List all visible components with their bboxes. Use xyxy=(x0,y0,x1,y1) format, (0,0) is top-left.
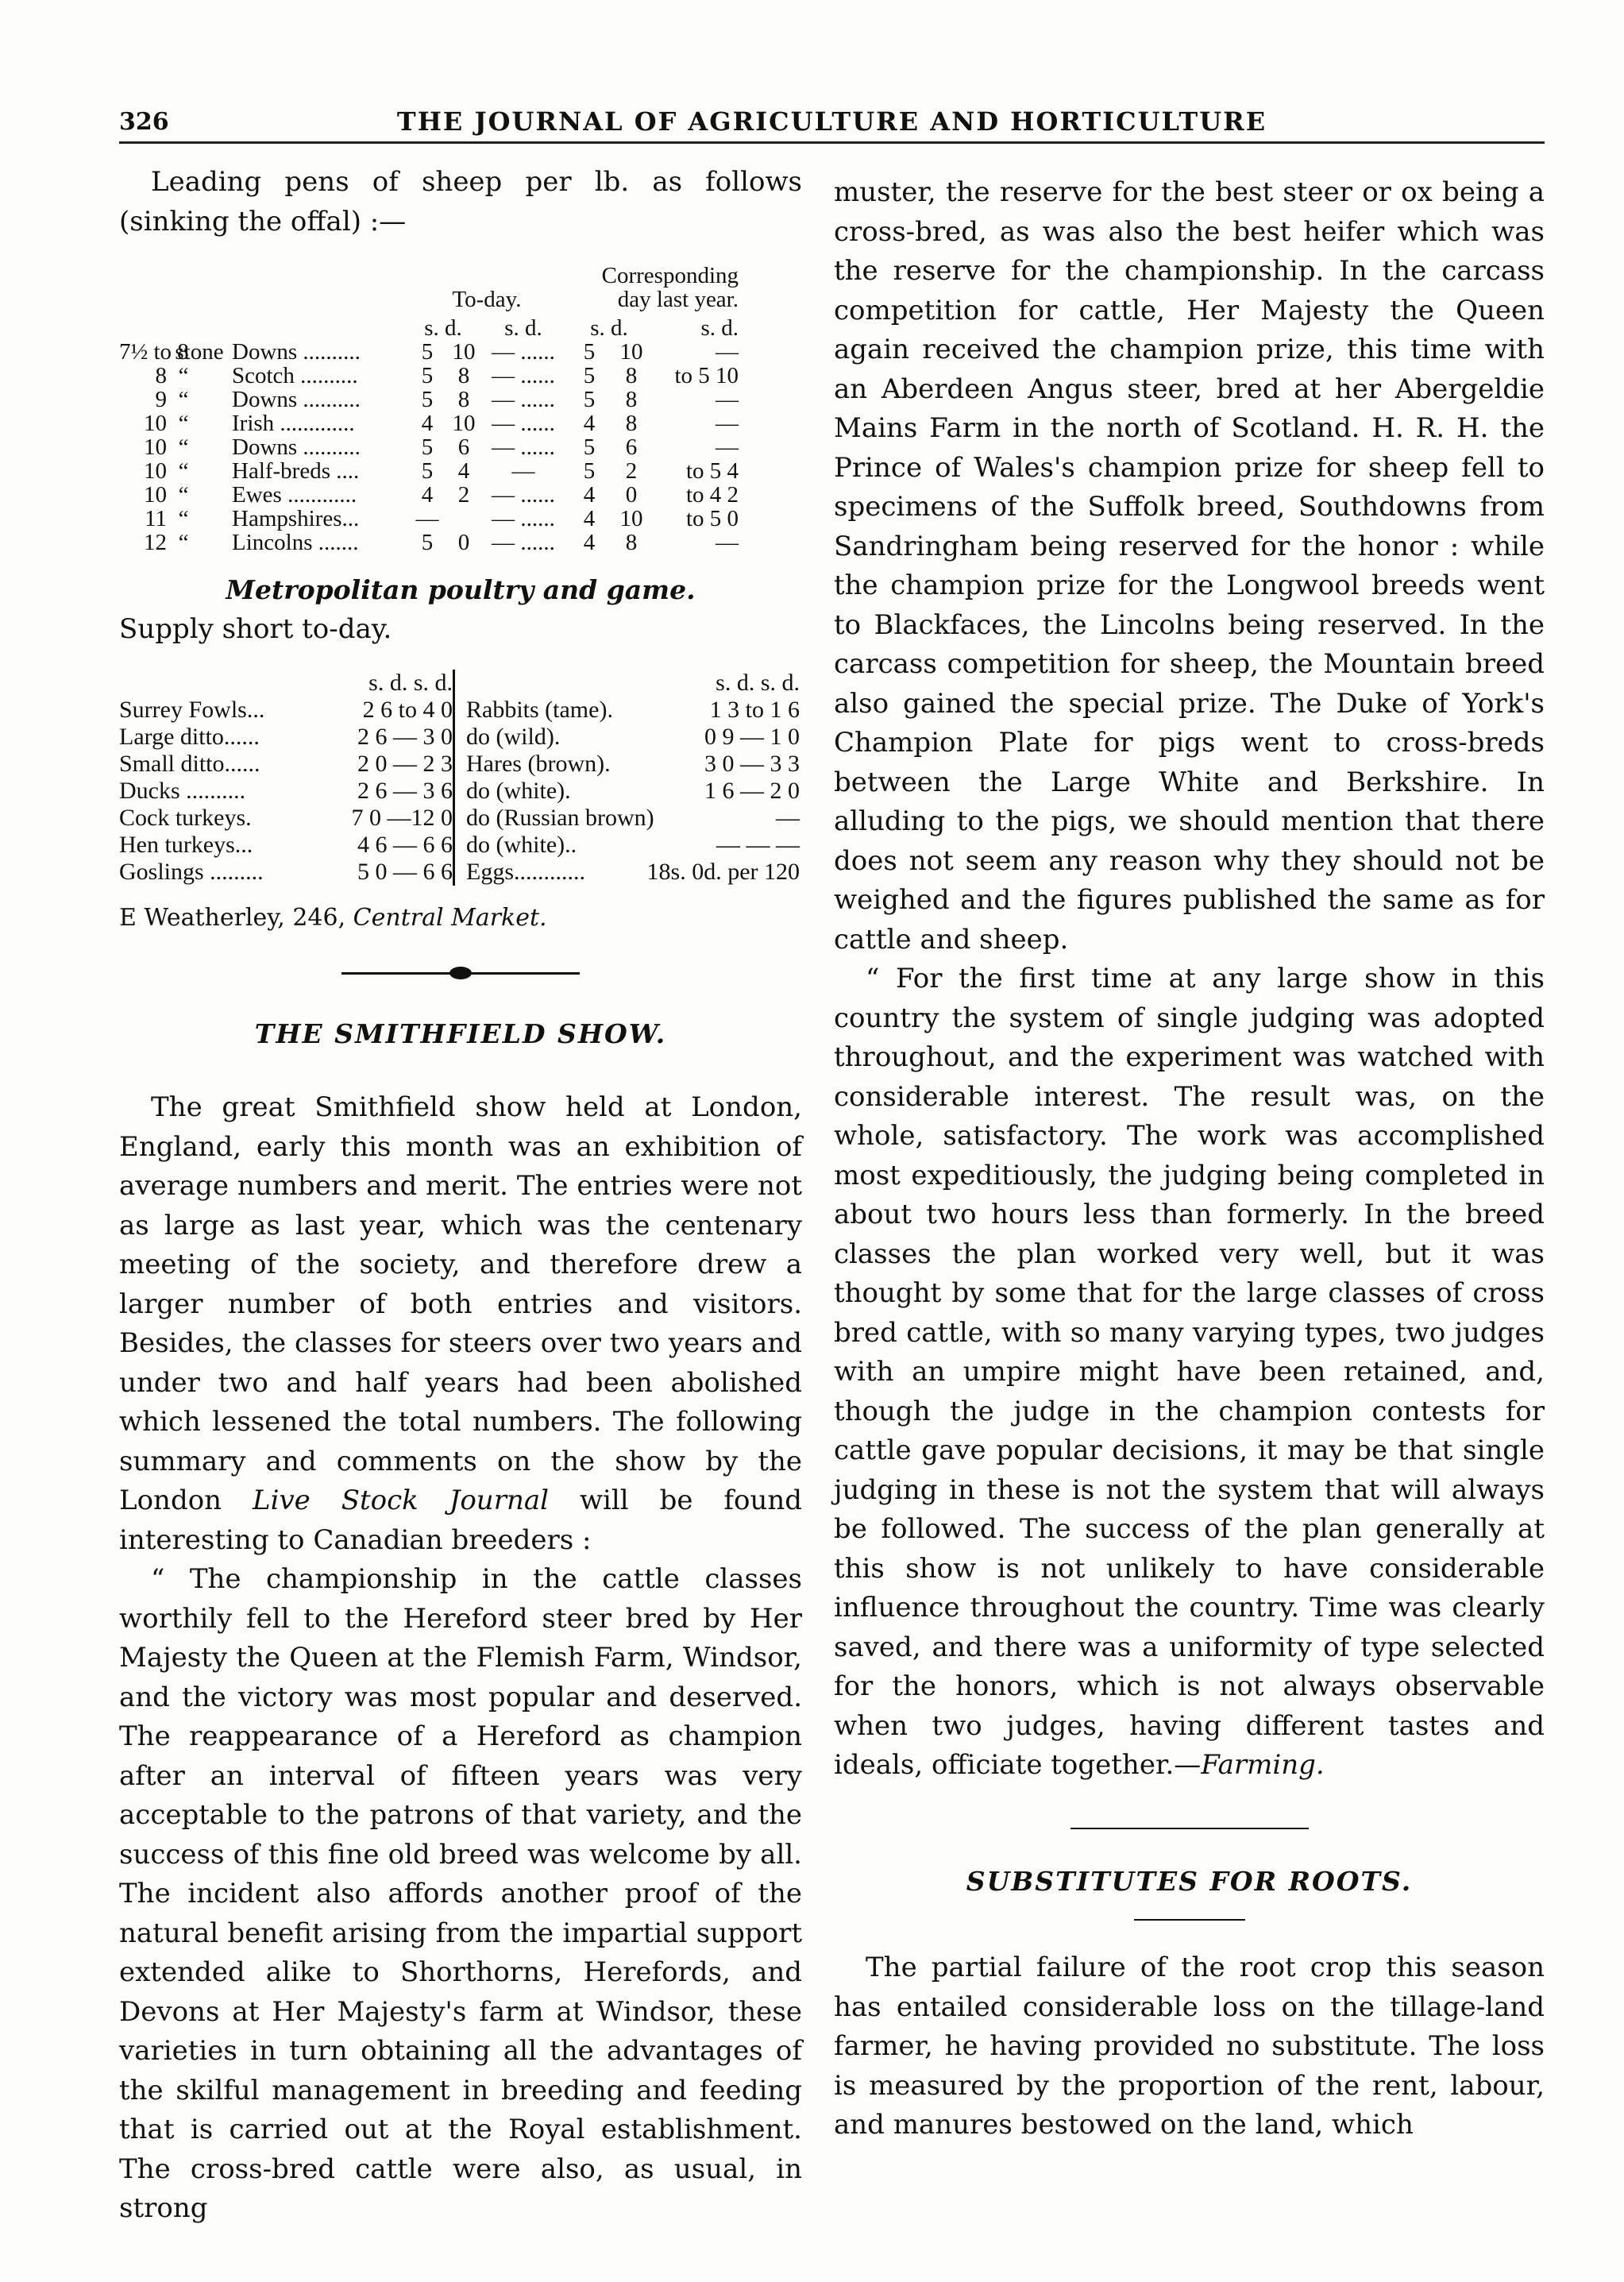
poultry-row xyxy=(466,778,800,805)
spacer xyxy=(200,388,232,411)
sheep-cell-breed: Ewes ............ xyxy=(232,482,357,508)
sheep-cell-t-d: 0 xyxy=(457,530,470,555)
paragraph-championship: “ The championship in the cattle classes worthily fell to the Hereford steer bred by Her Majesty the Queen at the Flemish Farm, Windsor, and the victory was most popular and deserved. The reappearance of a Hereford as champion after an interval of fifteen years was very acceptable to the patrons of that variety, and the success of this fine old breed was welcome by all. The incident also affords another proof of the natural benefit arising from the impartial support extended alike to Shorthorns, Herefords, and Devons at Her Majesty's farm at Windsor, these varieties in turn obtaining all the advantages of the skilful management in breeding and feeding that is carried out at the Royal establishment. The cross-bred cattle were also, as usual, in strong xyxy=(119,1563,802,2224)
paragraph-single-judging xyxy=(834,960,1545,1786)
sheep-cell-l2: — xyxy=(716,434,739,460)
item-name: do (Russian brown) xyxy=(466,805,654,831)
sheep-cell-t2: — ...... xyxy=(492,434,555,460)
running-header xyxy=(119,102,1545,144)
item-name: do (white). xyxy=(466,778,571,804)
sheep-cell-l-d: 8 xyxy=(625,363,638,388)
sheep-cell-breed: Scotch .......... xyxy=(232,363,358,388)
sheep-cell-t-d: 8 xyxy=(457,363,470,388)
sheep-cell-l-d: 8 xyxy=(625,530,638,555)
sheep-row xyxy=(119,340,802,364)
sheep-cell-t2: — ...... xyxy=(492,339,555,365)
col-header-last-year: Corresponding day last year. xyxy=(601,263,739,312)
poultry-row xyxy=(466,832,800,859)
sheep-row xyxy=(119,364,802,388)
item-name: Cock turkeys. xyxy=(119,805,252,831)
publication-name: Live Stock Journal xyxy=(253,1485,550,1516)
sheep-cell-l-s: 4 xyxy=(583,482,596,508)
sheep-cell-unit: “ xyxy=(178,530,189,555)
sheep-cell-t-s: 4 xyxy=(421,411,434,436)
sheep-cell-t-s: 5 xyxy=(421,458,434,484)
sheep-cell-unit: “ xyxy=(178,411,189,436)
text: will be found interesting to Canadian breeders : xyxy=(119,1485,803,1556)
spacer xyxy=(200,483,232,507)
page-number: 326 xyxy=(119,108,169,136)
poultry-row xyxy=(119,751,453,778)
sheep-cell-l-d: 10 xyxy=(619,339,643,365)
signature-name: E Weatherley, 246, xyxy=(119,904,346,932)
unit-label: s. d. xyxy=(424,315,462,341)
sheep-cell-unit: stone xyxy=(175,339,224,365)
poultry-row xyxy=(466,697,800,724)
item-name: do (white).. xyxy=(466,832,577,858)
sheep-row xyxy=(119,388,802,411)
item-price: 4 6 — 6 6 xyxy=(357,832,453,858)
sheep-cell-l2: — xyxy=(716,411,739,436)
sheep-cell-l2: — xyxy=(716,530,739,555)
sheep-cell-unit: “ xyxy=(178,458,189,484)
item-price: 7 0 —12 0 xyxy=(351,805,453,831)
sheep-cell-t-s: 5 xyxy=(421,434,434,460)
sheep-cell-unit: “ xyxy=(178,387,189,412)
section-divider xyxy=(1070,1817,1309,1841)
sheep-cell-l-d: 8 xyxy=(625,387,638,412)
sheep-cell-t-d xyxy=(448,507,480,531)
item-name: do (wild). xyxy=(466,724,561,750)
sheep-cell-l-s: 5 xyxy=(583,434,596,460)
poultry-price-table xyxy=(119,670,802,886)
sheep-cell-breed: Half-breds .... xyxy=(232,458,360,484)
poultry-row xyxy=(119,859,453,886)
item-price: 2 6 to 4 0 xyxy=(362,697,453,723)
item-name: Rabbits (tame). xyxy=(466,697,613,723)
sheep-cell-t-d: 4 xyxy=(457,458,470,484)
sheep-cell-unit: “ xyxy=(178,363,189,388)
sheep-intro: Leading pens of sheep per lb. as follows (sinking the offal) :— xyxy=(119,166,802,237)
poultry-heading: Metropolitan poultry and game. xyxy=(226,574,696,605)
right-column xyxy=(834,173,1545,2145)
poultry-row xyxy=(466,859,800,886)
sheep-cell-t2: — ...... xyxy=(492,506,555,531)
sheep-cell-l2: — xyxy=(716,339,739,365)
sheep-row xyxy=(119,483,802,507)
paragraph-roots: The partial failure of the root crop this season has entailed considerable loss on the tillage-land farmer, he having provided no substitute. The loss is measured by the proportion of the rent, labour, and manures bestowed on the land, which xyxy=(834,1952,1545,2141)
sheep-cell-l-s: 4 xyxy=(583,506,596,531)
item-name: Eggs............ xyxy=(466,859,585,885)
item-name: Hares (brown). xyxy=(466,751,611,777)
sheep-cell-weight: 10 xyxy=(144,434,167,460)
sheep-price-table xyxy=(119,264,802,554)
item-price: 5 0 — 6 6 xyxy=(357,859,453,885)
poultry-row xyxy=(466,724,800,751)
unit-label: s. d. xyxy=(700,315,739,341)
sheep-cell-t-s: 4 xyxy=(421,482,434,508)
poultry-row xyxy=(119,724,453,751)
sheep-cell-weight: 7½ to 8 xyxy=(119,339,189,365)
section-title-roots: SUBSTITUTES FOR ROOTS. xyxy=(966,1865,1413,1897)
poultry-row xyxy=(119,832,453,859)
sheep-cell-unit: “ xyxy=(178,506,189,531)
section-title-smithfield: THE SMITHFIELD SHOW. xyxy=(254,1017,667,1049)
paragraph-championship-continued: muster, the reserve for the best steer or ox being a cross-bred, as was also the best heifer which was the reserve for the championship. In the carcass competition for cattle, Her Majesty the Queen again received the champion prize, this time with an Aberdeen Angus steer, bred at her Abergeldie Mains Farm in the north of Scotland. H. R. H. the Prince of Wales's champion prize for sheep fell to specimens of the Suffolk breed, Southdowns from Sandringham being reserved for the honor : while the champion prize for the Longwool breeds went to Blackfaces, the Lincolns being reserved. In the carcass competition for sheep, the Mountain breed also gained the special prize. The Duke of York's Champion Plate for pigs went to cross-breds between the Large White and Berkshire. In alluding to the pigs, we should mention that there does not seem any reason why they should not be weighed and the figures published the same as for cattle and sheep. xyxy=(834,176,1545,956)
sheep-cell-l-s: 5 xyxy=(583,363,596,388)
sheep-cell-t-s: — xyxy=(415,506,439,531)
item-price: 2 0 — 2 3 xyxy=(357,751,453,777)
spacer xyxy=(200,531,232,554)
spacer xyxy=(200,435,232,459)
unit-label: s. d. s. d. xyxy=(716,670,800,696)
sheep-cell-weight: 10 xyxy=(144,458,167,484)
poultry-row xyxy=(119,805,453,832)
spacer xyxy=(200,364,232,388)
sheep-cell-t2: — ...... xyxy=(492,387,555,412)
sheep-cell-t2: — ...... xyxy=(492,482,555,508)
sheep-cell-t2: — ...... xyxy=(492,411,555,436)
sheep-cell-breed: Lincolns ....... xyxy=(232,530,359,555)
item-price: — — — xyxy=(716,832,800,858)
poultry-row xyxy=(466,751,800,778)
sheep-cell-breed: Downs .......... xyxy=(232,434,361,460)
item-name: Hen turkeys... xyxy=(119,832,253,858)
item-price: 18s. 0d. per 120 xyxy=(646,859,800,885)
sheep-cell-l2: to 5 4 xyxy=(685,458,739,484)
item-name: Goslings ......... xyxy=(119,859,264,885)
item-price: 2 6 — 3 0 xyxy=(357,724,453,750)
sheep-cell-t-d: 8 xyxy=(457,387,470,412)
sheep-cell-t-s: 5 xyxy=(421,530,434,555)
sheep-cell-t-s: 5 xyxy=(421,363,434,388)
sheep-cell-t-d: 2 xyxy=(457,482,470,508)
sheep-cell-l-d: 2 xyxy=(625,458,638,484)
sheep-cell-l-s: 5 xyxy=(583,387,596,412)
section-divider xyxy=(341,962,580,986)
sheep-cell-breed: Hampshires... xyxy=(232,506,360,531)
item-name: Small ditto...... xyxy=(119,751,260,777)
paragraph xyxy=(119,1088,802,1560)
sheep-cell-unit: “ xyxy=(178,434,189,460)
item-price: — xyxy=(776,805,800,831)
unit-label: s. d. s. d. xyxy=(368,670,453,696)
signature xyxy=(119,898,802,938)
sheep-cell-t-d: 10 xyxy=(452,411,476,436)
sheep-cell-t-s: 5 xyxy=(421,339,434,365)
sheep-cell-l-d: 8 xyxy=(625,411,638,436)
item-price: 3 0 — 3 3 xyxy=(704,751,800,777)
item-price: 1 3 to 1 6 xyxy=(709,697,800,723)
journal-title: THE JOURNAL OF AGRICULTURE AND HORTICULTURE xyxy=(396,106,1267,137)
sheep-cell-l-s: 4 xyxy=(583,411,596,436)
sheep-cell-weight: 8 xyxy=(155,363,167,388)
sheep-cell-t-d: 10 xyxy=(452,339,476,365)
spacer xyxy=(200,459,232,483)
sheep-cell-l2: to 4 2 xyxy=(685,482,739,508)
sheep-row xyxy=(119,411,802,435)
sheep-cell-t2: — ...... xyxy=(492,530,555,555)
sheep-cell-l-s: 5 xyxy=(583,458,596,484)
sheep-cell-l-s: 4 xyxy=(583,530,596,555)
sheep-row xyxy=(119,507,802,531)
poultry-row xyxy=(466,805,800,832)
poultry-row xyxy=(119,697,453,724)
sheep-row xyxy=(119,435,802,459)
sheep-cell-l-d: 10 xyxy=(619,506,643,531)
sheep-cell-weight: 10 xyxy=(144,411,167,436)
unit-label: s. d. xyxy=(504,315,542,341)
sheep-cell-breed: Downs .......... xyxy=(232,387,361,412)
item-name: Large ditto...... xyxy=(119,724,260,750)
sheep-cell-weight: 10 xyxy=(144,482,167,508)
unit-label: s. d. xyxy=(590,315,628,341)
sheep-cell-l-d: 0 xyxy=(625,482,638,508)
item-price: 1 6 — 2 0 xyxy=(704,778,800,804)
source-attribution: Farming. xyxy=(1201,1749,1325,1781)
poultry-row xyxy=(119,778,453,805)
sheep-cell-l2: to 5 10 xyxy=(674,363,739,388)
sheep-cell-l-d: 6 xyxy=(625,434,638,460)
spacer xyxy=(200,411,232,435)
sheep-row xyxy=(119,459,802,483)
sheep-cell-breed: Downs .......... xyxy=(232,339,361,365)
sheep-cell-weight: 9 xyxy=(155,387,167,412)
item-name: Surrey Fowls... xyxy=(119,697,265,723)
text: The great Smithfield show held at London, England, early this month was an exhibition of average numbers and merit. The entries were not as large as last year, which was the centenary meeting of the society, and therefore drew a larger number of both entries and visitors. Besides, the classes for steers over two years and under two and half years had been abolished which lessened the total numbers. The following summary and comments on the show by the London xyxy=(119,1091,802,1516)
supply-note: Supply short to-day. xyxy=(119,612,392,645)
text: “ For the first time at any large show in this country the system of single judging was adopted throughout, and the experiment was watched with considerable interest. The result was, on the whole, satisfactory. The work was accomplished most expeditiously, the judging being completed in about two hours less than formerly. In the breed classes the plan worked very well, but it was thought by some that for the large classes of cross bred cattle, with so many varying types, two judges with an umpire might have been retained, and, though the judge in the champion contests for cattle gave popular decisions, it may be that single judging in these is not the system that will always be followed. The success of the plan generally at this show is not unlikely to have considerable influence throughout the country. Time was clearly saved, and there was a uniformity of type selected for the honors, which is not always observable when two judges, having different tastes and ideals, officiate together.— xyxy=(834,963,1545,1781)
item-price: 2 6 — 3 6 xyxy=(357,778,453,804)
section-divider xyxy=(1134,1909,1245,1933)
sheep-cell-l2: — xyxy=(716,387,739,412)
sheep-cell-weight: 12 xyxy=(144,530,167,555)
sheep-cell-l2: to 5 0 xyxy=(685,506,739,531)
spacer xyxy=(200,507,232,531)
signature-place: Central Market. xyxy=(353,904,547,932)
sheep-cell-weight: 11 xyxy=(145,506,167,531)
sheep-cell-t-d: 6 xyxy=(457,434,470,460)
sheep-cell-breed: Irish ............. xyxy=(232,411,355,436)
sheep-cell-t-s: 5 xyxy=(421,387,434,412)
sheep-cell-unit: “ xyxy=(178,482,189,508)
sheep-row xyxy=(119,531,802,554)
item-name: Ducks .......... xyxy=(119,778,246,804)
sheep-cell-t2: — ...... xyxy=(492,363,555,388)
sheep-cell-l-s: 5 xyxy=(583,339,596,365)
sheep-cell-t2: — xyxy=(511,458,535,484)
item-price: 0 9 — 1 0 xyxy=(704,724,800,750)
col-header-today: To-day. xyxy=(452,287,522,312)
left-column xyxy=(119,163,802,2229)
